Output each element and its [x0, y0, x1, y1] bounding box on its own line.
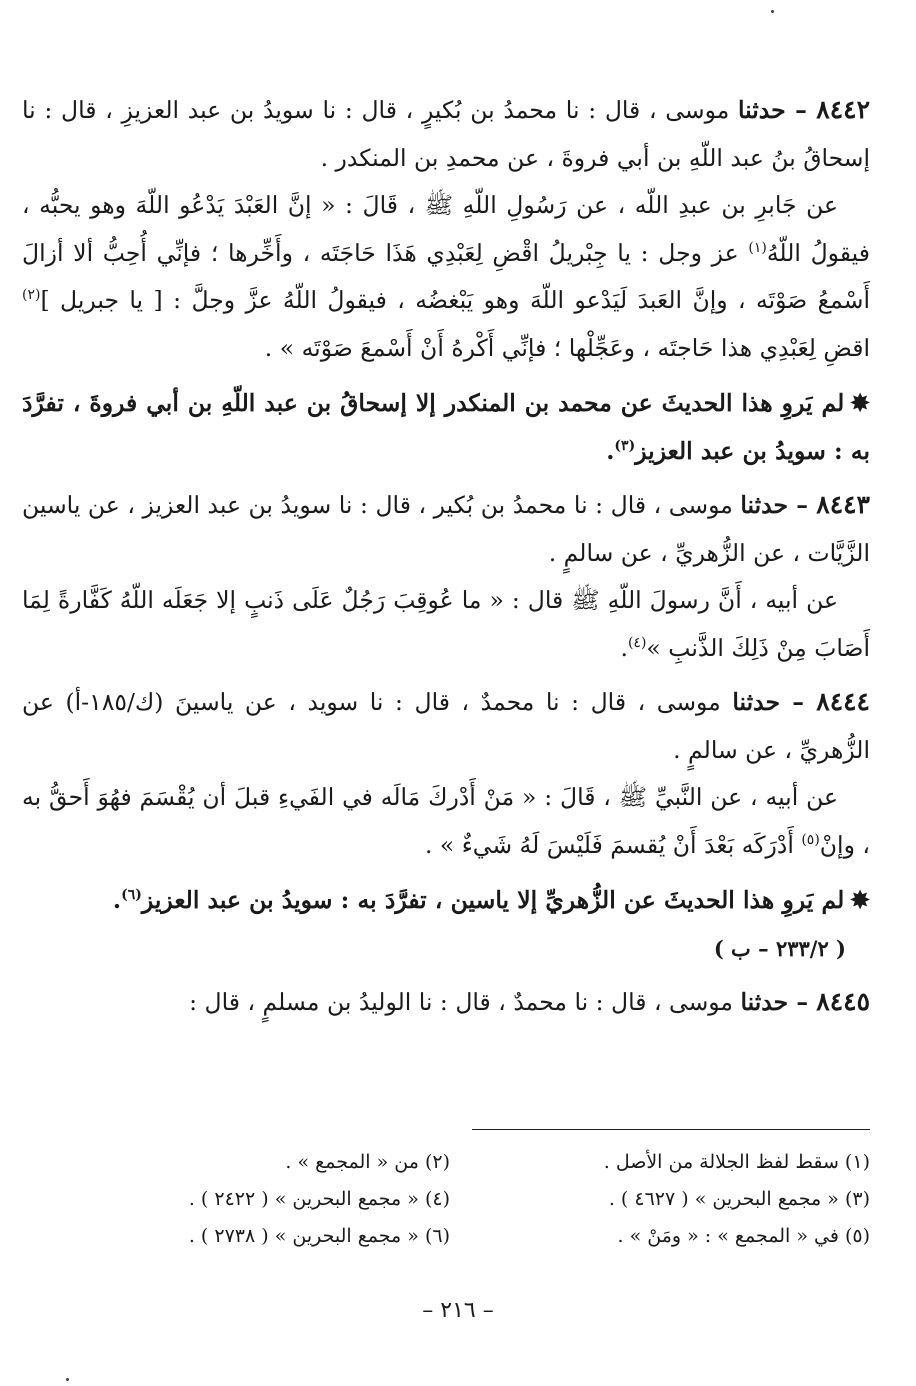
hadith-8442-matn: [22, 182, 870, 372]
hadith-number: ٨٤٤٥: [816, 987, 870, 1016]
hadith-keyword: حدثنا: [740, 491, 788, 519]
note-text: لم يَروِ هذا الحديثَ عن الزُّهريِّ إلا ياسين ، تفرَّدَ به : سويدُ بن عبد العزيز: [141, 886, 845, 914]
hadith-number: ٨٤٤٢: [816, 95, 870, 124]
matn-text: اقضِ لِعَبْدِي هذا حَاجتَه ، وعَجِّلْها ؛ فإنِّي أَكْرهُ أَنْ أَسْمعَ صَوْتَه » .: [264, 333, 870, 362]
footnote-6: (٦) « مجمع البحرين » ( ٢٧٣٨ ) .: [188, 1225, 450, 1247]
isnad-text: موسى ، قال : نا محمدُ بن بُكير ، قال : نا سويدُ بن عبد العزيز ، عن ياسين الزَّيَّات ، عن الزُّهريِّ ، عن سالمٍ .: [22, 491, 870, 567]
star-icon: ✸: [850, 389, 870, 417]
note-end: .: [606, 436, 615, 465]
matn-text: عن أبيه ، أَنَّ رسولَ اللّهِ ﷺ قال : « ما عُوقِبَ رَجُلٌ عَلَى ذَنبٍ إلا جَعَلَه اللّهُ كَفَّارةً لِمَا أَصَابَ مِنْ ذَلِكَ الذَّنبِ »: [22, 586, 870, 662]
footnote-ref-1: (١): [748, 239, 767, 256]
hadith-dash: –: [779, 688, 817, 716]
hadith-8444-isnad: [22, 678, 870, 774]
hadith-keyword: حدثنا: [732, 688, 780, 716]
hadith-8444-note: [22, 877, 870, 925]
matn-text: عن أبيه ، عن النَّبيِّ ﷺ ، قَالَ : « مَنْ أَدْركَ مَالَه في الفَيءِ قبلَ أن يُقْسَمَ فهُوَ أَحقُّ به ، وإنْ: [22, 783, 870, 859]
hadith-number: ٨٤٤٣: [816, 490, 870, 519]
isnad-text: موسى ، قال : نا محمدٌ ، قال : نا سويد ، عن ياسينَ (ك/١٨٥-أ) عن الزُّهريِّ ، عن سالمٍ .: [22, 688, 870, 764]
matn-end: .: [620, 633, 628, 662]
hadith-keyword: حدثنا: [740, 988, 789, 1016]
hadith-dash: –: [788, 491, 817, 519]
scan-speck: [66, 1378, 69, 1381]
footnote-ref-6: (٦): [121, 887, 142, 904]
note-end: .: [112, 886, 122, 914]
hadith-8442-note: [22, 380, 870, 475]
hadith-8444-matn: [22, 774, 870, 869]
hadith-8445-isnad: [22, 978, 870, 1027]
footnote-ref-3: (٣): [614, 437, 636, 454]
hadith-keyword: حدثنا: [738, 96, 786, 124]
main-text: [22, 80, 870, 1027]
manuscript-reference: ( ٢٣٣/٢ – ب ): [713, 935, 846, 961]
hadith-number: ٨٤٤٤: [816, 687, 870, 716]
footnote-1: (١) سقط لفظ الجلالة من الأصل .: [603, 1151, 870, 1173]
scan-speck: [771, 10, 774, 13]
star-icon: ✸: [850, 886, 870, 914]
isnad-text: موسى ، قال : نا محمدٌ ، قال : نا الوليدُ بن مسلمٍ ، قال :: [189, 988, 741, 1016]
footnote-2: (٢) من « المجمع » .: [285, 1151, 450, 1173]
isnad-text: موسى ، قال : نا محمدُ بن بُكيرٍ ، قال : نا سويدُ بن عبد العزيزِ ، قال : نا إسحاقُ بنُ عبد اللّهِ بن أبي فروةَ ، عن محمدِ بن المنكدر .: [22, 96, 870, 172]
footnote-5: (٥) في « المجمع » : « ومَنْ » .: [617, 1225, 870, 1247]
hadith-8443-isnad: [22, 481, 870, 577]
footnote-3: (٣) « مجمع البحرين » ( ٤٦٢٧ ) .: [608, 1188, 870, 1210]
hadith-8443-matn: [22, 577, 870, 672]
footnotes: [60, 1144, 870, 1255]
footnote-4: (٤) « مجمع البحرين » ( ٢٤٢٢ ) .: [188, 1188, 450, 1210]
page-number: – ٢١٦ –: [422, 1298, 494, 1323]
note-text: لم يَروِ هذا الحديثَ عن محمد بن المنكدر إلا إسحاقُ بن عبد اللّهِ بن أبي فروةَ ، تفرَّدَ به : سويدُ بن عبد العزيز: [22, 389, 870, 465]
footnote-ref-2: (٢): [22, 287, 41, 304]
footnote-divider: [472, 1129, 870, 1130]
matn-text: عن جَابرِ بن عبدِ اللّه ، عن رَسُولِ اللّهِ ﷺ ، قَالَ : « إنَّ العَبْدَ يَدْعُو اللّهَ وهو يحبُّه ، فيقولُ اللّهُ: [22, 191, 870, 267]
footnote-ref-4: (٤): [627, 634, 647, 651]
matn-text: أَدْرَكَه بَعْدَ أَنْ يُقسمَ فَلَيْسَ لَهُ شَيءٌ » .: [424, 830, 802, 859]
hadith-8442-isnad: [22, 86, 870, 182]
hadith-dash: –: [785, 96, 817, 124]
hadith-dash: –: [788, 988, 817, 1016]
matn-text: عز وجل : يا جِبْريلُ اقْضِ لِعَبْدِي هَذَا حَاجَتَه ، وأَخِّرها ؛ فإنِّي أُحِبُّ ألا أزالَ أَسْمعُ صَوْتَه ، وإنَّ العَبدَ لَيَدْعو اللّهَ وهو يَبْغضُه ، فيقولُ اللّهُ عزَّ وجلَّ : [ يا جبريل ]: [22, 238, 870, 314]
footnote-ref-5: (٥): [801, 831, 820, 848]
